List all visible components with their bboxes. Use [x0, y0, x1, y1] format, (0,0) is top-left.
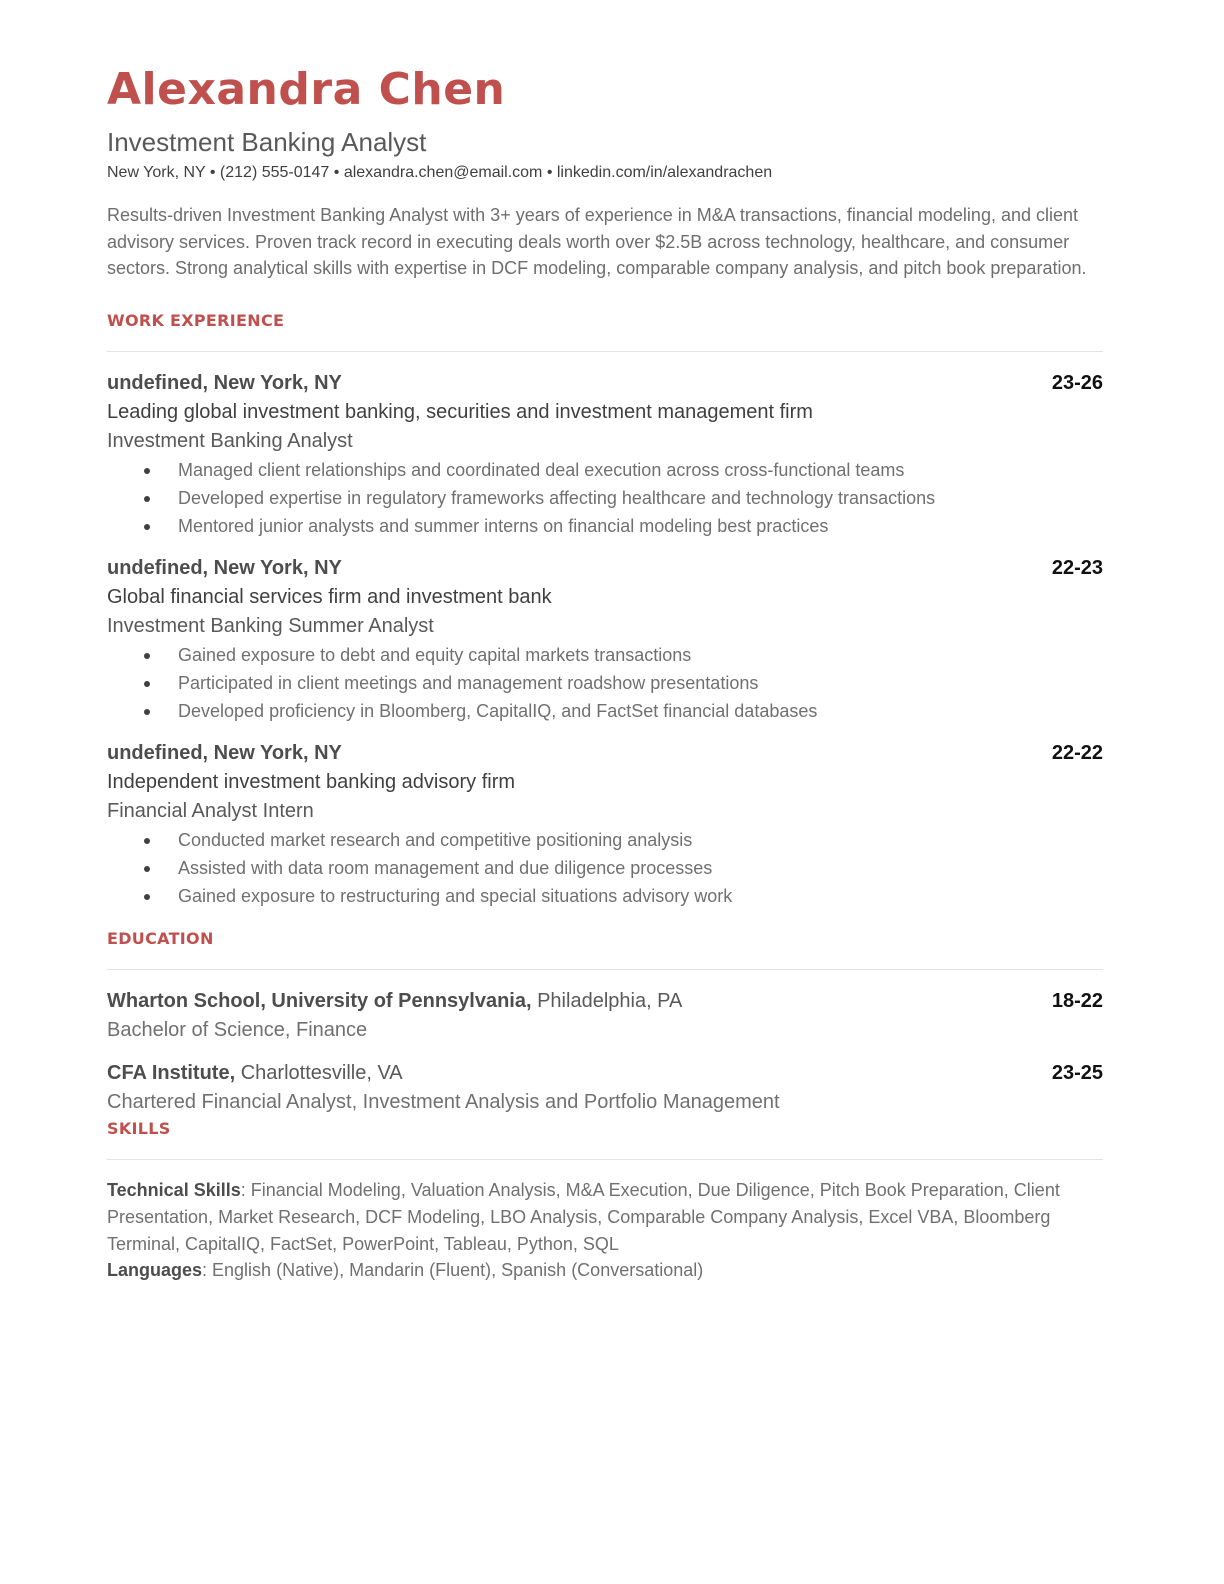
- school-location: Charlottesville, VA: [240, 1062, 403, 1085]
- bullet-icon: [144, 866, 150, 872]
- bullet-text: Developed proficiency in Bloomberg, CapitalIQ, and FactSet financial databases: [178, 701, 818, 722]
- job-header: [107, 739, 1103, 768]
- bullet-icon: [144, 681, 150, 687]
- job-entry: [107, 369, 1103, 541]
- technical-skills-label: Technical Skills: [107, 1180, 241, 1201]
- job-description: Independent investment banking advisory firm: [107, 770, 516, 793]
- degree: Bachelor of Science, Finance: [107, 1019, 368, 1042]
- contact-line: New York, NY • (212) 555-0147 • alexandra.chen@email.com • linkedin.com/in/alexandrachen: [107, 164, 773, 181]
- bullet-text: Conducted market research and competitive positioning analysis: [178, 829, 693, 850]
- professional-summary: Results-driven Investment Banking Analyst with 3+ years of experience in M&A transactions, financial modeling, and client advisory services. Proven track record in executing deals worth over $2.5B across technology, healthcare, and consumer sectors. Strong analytical skills with expertise in DCF modeling, comparable company analysis, and pitch book preparation.: [107, 205, 1087, 279]
- bullet-icon: [144, 709, 150, 715]
- section-title-skills: SKILLS: [107, 1119, 171, 1139]
- bullet-icon: [144, 496, 150, 502]
- job-entry: [107, 739, 1103, 911]
- technical-skills-list: : Financial Modeling, Valuation Analysis, M&A Execution, Due Diligence, Pitch Book Preparation, Client Presentation, Market Research, DCF Modeling, LBO Analysis, Comparable Company Analysis, Excel VBA, Bloomberg Terminal, CapitalIQ, FactSet, PowerPoint, Tableau, Python, SQL: [107, 1180, 1060, 1254]
- job-header: [107, 369, 1103, 398]
- candidate-name: Alexandra Chen: [107, 64, 506, 115]
- bullet-icon: [144, 894, 150, 900]
- job-organization: undefined, New York, NY: [107, 371, 342, 394]
- bullet-icon: [144, 524, 150, 530]
- job-description: Leading global investment banking, securities and investment management firm: [107, 400, 813, 423]
- section-title-work-experience: WORK EXPERIENCE: [107, 310, 285, 330]
- list-item: [107, 641, 1103, 669]
- technical-skills: [107, 1177, 1103, 1257]
- bullet-text: Gained exposure to debt and equity capital markets transactions: [178, 644, 692, 665]
- bullet-text: Developed expertise in regulatory frameworks affecting healthcare and technology transactions: [178, 488, 936, 509]
- job-organization: undefined, New York, NY: [107, 741, 342, 764]
- job-bullets: [107, 641, 1103, 726]
- school-label: Wharton School, University of Pennsylvania,: [107, 990, 532, 1013]
- job-role: Investment Banking Analyst: [107, 429, 353, 452]
- education-date: 18-22: [1051, 990, 1103, 1013]
- list-item: [107, 697, 1103, 725]
- section-divider: [107, 969, 1103, 970]
- education-entry: [107, 987, 1103, 1045]
- skills-section: [107, 1118, 1103, 1283]
- job-role: Investment Banking Summer Analyst: [107, 614, 434, 637]
- degree: Chartered Financial Analyst, Investment Analysis and Portfolio Management: [107, 1091, 780, 1114]
- job-date: 22-23: [1051, 556, 1103, 579]
- work-experience-section: [107, 310, 1103, 911]
- job-role: Financial Analyst Intern: [107, 799, 314, 822]
- section-divider: [107, 1159, 1103, 1160]
- languages-list: : English (Native), Mandarin (Fluent), Spanish (Conversational): [202, 1260, 704, 1281]
- list-item: [107, 484, 1103, 512]
- bullet-icon: [144, 468, 150, 474]
- languages-label: Languages: [107, 1260, 203, 1281]
- education-date: 23-25: [1051, 1062, 1103, 1085]
- list-item: [107, 456, 1103, 484]
- bullet-text: Managed client relationships and coordinated deal execution across cross-functional teams: [178, 459, 905, 480]
- school-name: [107, 987, 682, 1016]
- job-date: 22-22: [1051, 741, 1103, 764]
- list-item: [107, 882, 1103, 910]
- bullet-text: Assisted with data room management and due diligence processes: [178, 857, 713, 878]
- candidate-headline: Investment Banking Analyst: [107, 127, 427, 157]
- school-location: Philadelphia, PA: [537, 990, 683, 1013]
- school-name: [107, 1059, 403, 1088]
- list-item: [107, 669, 1103, 697]
- education-entry: [107, 1059, 1103, 1117]
- list-item: [107, 854, 1103, 882]
- education-header: [107, 1059, 1103, 1088]
- bullet-text: Participated in client meetings and management roadshow presentations: [178, 672, 759, 693]
- job-date: 23-26: [1051, 371, 1103, 394]
- bullet-icon: [144, 838, 150, 844]
- section-divider: [107, 351, 1103, 352]
- education-header: [107, 987, 1103, 1016]
- languages: [107, 1257, 1103, 1284]
- education-section: [107, 928, 1103, 1117]
- section-title-education: EDUCATION: [107, 929, 214, 949]
- bullet-icon: [144, 653, 150, 659]
- job-description: Global financial services firm and investment bank: [107, 585, 552, 608]
- job-organization: undefined, New York, NY: [107, 556, 342, 579]
- school-label: CFA Institute,: [107, 1062, 236, 1085]
- list-item: [107, 512, 1103, 540]
- job-bullets: [107, 456, 1103, 541]
- job-entry: [107, 554, 1103, 726]
- bullet-text: Gained exposure to restructuring and special situations advisory work: [178, 886, 733, 907]
- job-header: [107, 554, 1103, 583]
- bullet-text: Mentored junior analysts and summer interns on financial modeling best practices: [178, 516, 829, 537]
- job-bullets: [107, 826, 1103, 911]
- list-item: [107, 826, 1103, 854]
